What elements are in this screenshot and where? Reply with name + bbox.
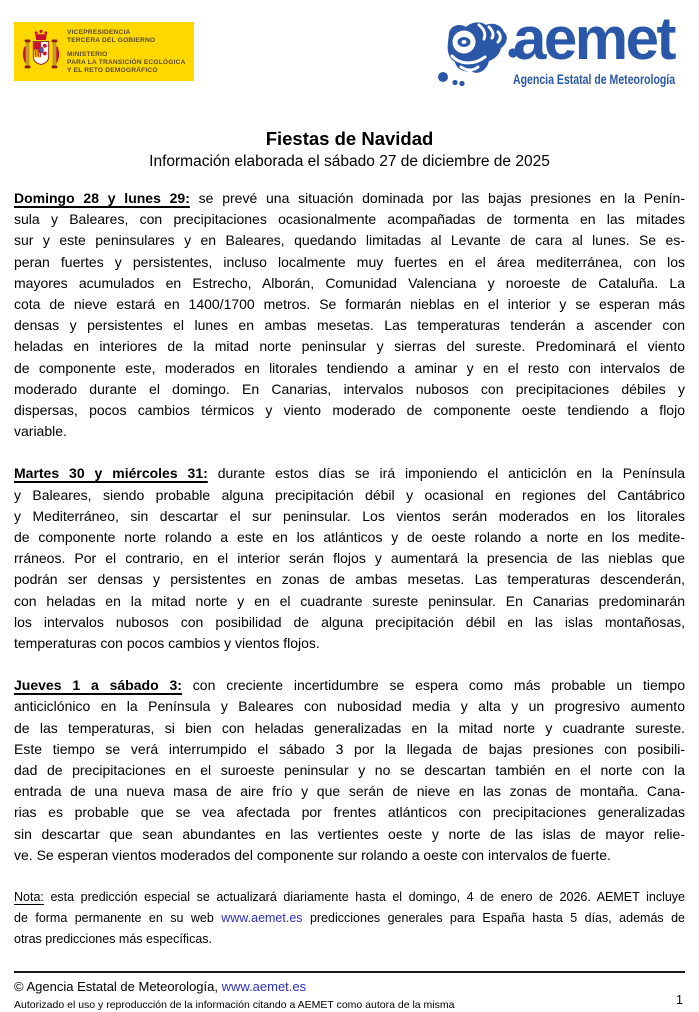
text-line <box>14 887 685 908</box>
paragraph-heading: Martes 30 y miércoles 31: <box>14 465 208 482</box>
text-segment: con heladas en la mitad norte y en el cuadrante sureste peninsular. En Canarias predominarán <box>14 592 685 609</box>
text-segment: anticiclónico en la Península y Baleares con nubosidad media y alta y un progresivo aumento <box>14 698 685 715</box>
text-segment: de forma permanente en su web <box>14 911 222 926</box>
document-header <box>14 5 685 112</box>
paragraph-heading: Domingo 28 y lunes 29: <box>14 190 190 206</box>
ministry-line: PARA LA TRANSICIÓN ECOLÓGICA <box>67 58 186 66</box>
forecast-paragraph-martes-miercoles <box>14 463 685 654</box>
text-segment: densas y persistentes el lunes en ambas mesetas. Las temperaturas tenderán a ascender con <box>14 317 685 334</box>
text-segment: sin descartar que sean abundantes en las vertientes oeste y norte de las islas de mayor relie- <box>14 825 685 842</box>
text-segment: temperaturas con pocos cambios y vientos flojos. <box>14 635 320 652</box>
ministry-text <box>67 29 186 75</box>
text-line <box>14 252 685 273</box>
aemet-website-link[interactable]: www.aemet.es <box>221 979 307 995</box>
text-line <box>14 506 685 527</box>
aemet-spain-swirl-icon <box>435 20 523 88</box>
ministry-logo <box>14 22 194 81</box>
text-line <box>14 358 685 379</box>
aemet-tagline: Agencia Estatal de Meteorología <box>513 72 676 87</box>
ministry-line: Y EL RETO DEMOGRÁFICO <box>67 66 158 74</box>
text-line <box>14 739 685 760</box>
text-line <box>14 379 685 400</box>
text-line <box>14 781 685 802</box>
ministry-line: TERCERA DEL GOBIERNO <box>67 36 156 44</box>
text-segment: podrán ser densas y persistentes en zonas de ambas mesetas. Las temperaturas descenderán, <box>14 571 685 588</box>
text-segment: durante estos días se irá imponiendo el anticiclón en la Península <box>207 465 686 482</box>
text-segment: otras predicciones más específicas. <box>14 932 213 947</box>
page-subtitle: Información elaborada el sábado 27 de diciembre de 2025 <box>149 153 550 170</box>
text-segment: se prevé una situación dominada por las bajas presiones en la Penín- <box>189 190 686 206</box>
text-line <box>14 675 685 696</box>
text-segment: los intervalos nubosos con posibilidad de alguna precipitación débil en las islas montañosas, <box>14 613 685 630</box>
text-line <box>14 273 685 294</box>
text-segment: variable. <box>14 423 67 440</box>
text-line <box>14 188 685 209</box>
text-segment: cota de nieve estará en 1400/1700 metros. Se formarán nieblas en el interior y se esperan más <box>14 296 685 313</box>
text-line <box>14 569 685 590</box>
text-segment: ve. Se esperan vientos moderados del componente sur rolando a oeste con intervalos de fuerte. <box>14 846 611 863</box>
text-segment: dad de precipitaciones en el suroeste peninsular y no se descartan también en el norte con la <box>14 762 685 779</box>
text-segment: Este tiempo se verá interrumpido el sábado 3 por la llegada de bajas presiones con posibili- <box>14 740 685 757</box>
text-line <box>14 463 685 484</box>
text-line <box>14 209 685 230</box>
forecast-paragraph-nota <box>14 887 685 950</box>
text-line <box>14 929 685 950</box>
text-line <box>14 591 685 612</box>
text-segment: con creciente incertidumbre se espera como más probable un tiempo <box>181 677 686 694</box>
text-segment: sur y este peninsulares y en Baleares, quedando limitadas al Levante de cara al lunes. Se es- <box>14 232 685 249</box>
text-segment: peran fuertes y persistentes, incluso localmente muy fuertes en el área mediterránea, con los <box>14 253 685 270</box>
text-segment: entrada de una nueva masa de aire frío y que serán de nieve en las zonas de montaña. Cana- <box>14 783 685 800</box>
page-title: Fiestas de Navidad <box>265 128 434 149</box>
text-segment: de componente este, moderados en litorales tendiendo a aminar y en el resto con intervalos de <box>14 359 685 376</box>
text-segment: predicciones generales para España hasta 5 días, además de <box>302 911 685 926</box>
text-segment: moderado durante el domingo. En Canarias, intervalos nubosos con precipitaciones débiles y <box>14 380 685 397</box>
text-line <box>14 696 685 717</box>
text-line <box>14 421 685 442</box>
text-line <box>14 824 685 845</box>
forecast-paragraphs <box>14 188 685 950</box>
text-line <box>14 760 685 781</box>
text-line <box>14 315 685 336</box>
spain-coat-of-arms-icon <box>21 27 61 77</box>
text-line <box>14 548 685 569</box>
text-segment: heladas en interiores de la mitad norte peninsular y sierras del sureste. Predominará el viento <box>14 338 685 355</box>
ministry-line: MINISTERIO <box>67 50 108 58</box>
text-line <box>14 845 685 866</box>
text-line <box>14 718 685 739</box>
document-footer <box>14 971 685 1012</box>
text-segment: dispersas, pocos cambios térmicos y viento moderado de componente oeste tendiendo a flojo <box>14 402 685 419</box>
page-number: 1 <box>676 993 683 1008</box>
text-line <box>14 230 685 251</box>
text-line <box>14 527 685 548</box>
license-line: Autorizado el uso y reproducción de la información citando a AEMET como autora de la misma <box>14 999 455 1012</box>
text-segment: rráneos. Por el contrario, en el interior serán flojos y aumentará la presencia de las nieblas que <box>14 550 685 567</box>
aemet-logo <box>435 5 685 106</box>
text-segment: sula y Baleares, con precipitaciones ocasionalmente acompañadas de tormenta en las mitades <box>14 211 685 228</box>
text-line <box>14 400 685 421</box>
text-line <box>14 802 685 823</box>
text-line <box>14 336 685 357</box>
paragraph-heading: Jueves 1 a sábado 3: <box>14 677 182 694</box>
aemet-wordmark: aemet <box>513 5 674 72</box>
text-line <box>14 485 685 506</box>
forecast-paragraph-jueves-sabado <box>14 675 685 866</box>
text-line <box>14 633 685 654</box>
text-segment: y Baleares, siendo probable alguna precipitación débil y ocasional en regiones del Cantábrico <box>14 486 685 503</box>
text-segment: mayores acumulados en Estrecho, Alborán, Comunidad Valenciana y noroeste de Cataluña. La <box>14 274 685 291</box>
note-heading: Nota: <box>14 890 44 905</box>
text-line <box>14 294 685 315</box>
text-line <box>14 612 685 633</box>
text-segment: esta predicción especial se actualizará diariamente hasta el domingo, 4 de enero de 2026. AEMET incluye <box>43 890 685 905</box>
text-line <box>14 908 685 929</box>
copyright-line <box>14 978 685 995</box>
aemet-website-link[interactable]: www.aemet.es <box>221 911 303 926</box>
text-segment: de las temperaturas, si bien con heladas generalizadas en la mitad norte y cuadrante sureste. <box>14 719 685 736</box>
forecast-paragraph-domingo-lunes <box>14 188 685 442</box>
text-segment: de componente norte rolando a este en los atlánticos y de oeste rolando a norte en los medite- <box>14 529 685 546</box>
text-segment: rias es probable que se vea afectada por frentes atlánticos con precipitaciones generalizadas <box>14 804 685 821</box>
copyright-text: © Agencia Estatal de Meteorología, <box>14 979 222 995</box>
ministry-line: VICEPRESIDENCIA <box>67 28 131 36</box>
text-segment: y Mediterráneo, sin descartar el sur peninsular. Los vientos serán moderados en los litorales <box>14 507 685 524</box>
